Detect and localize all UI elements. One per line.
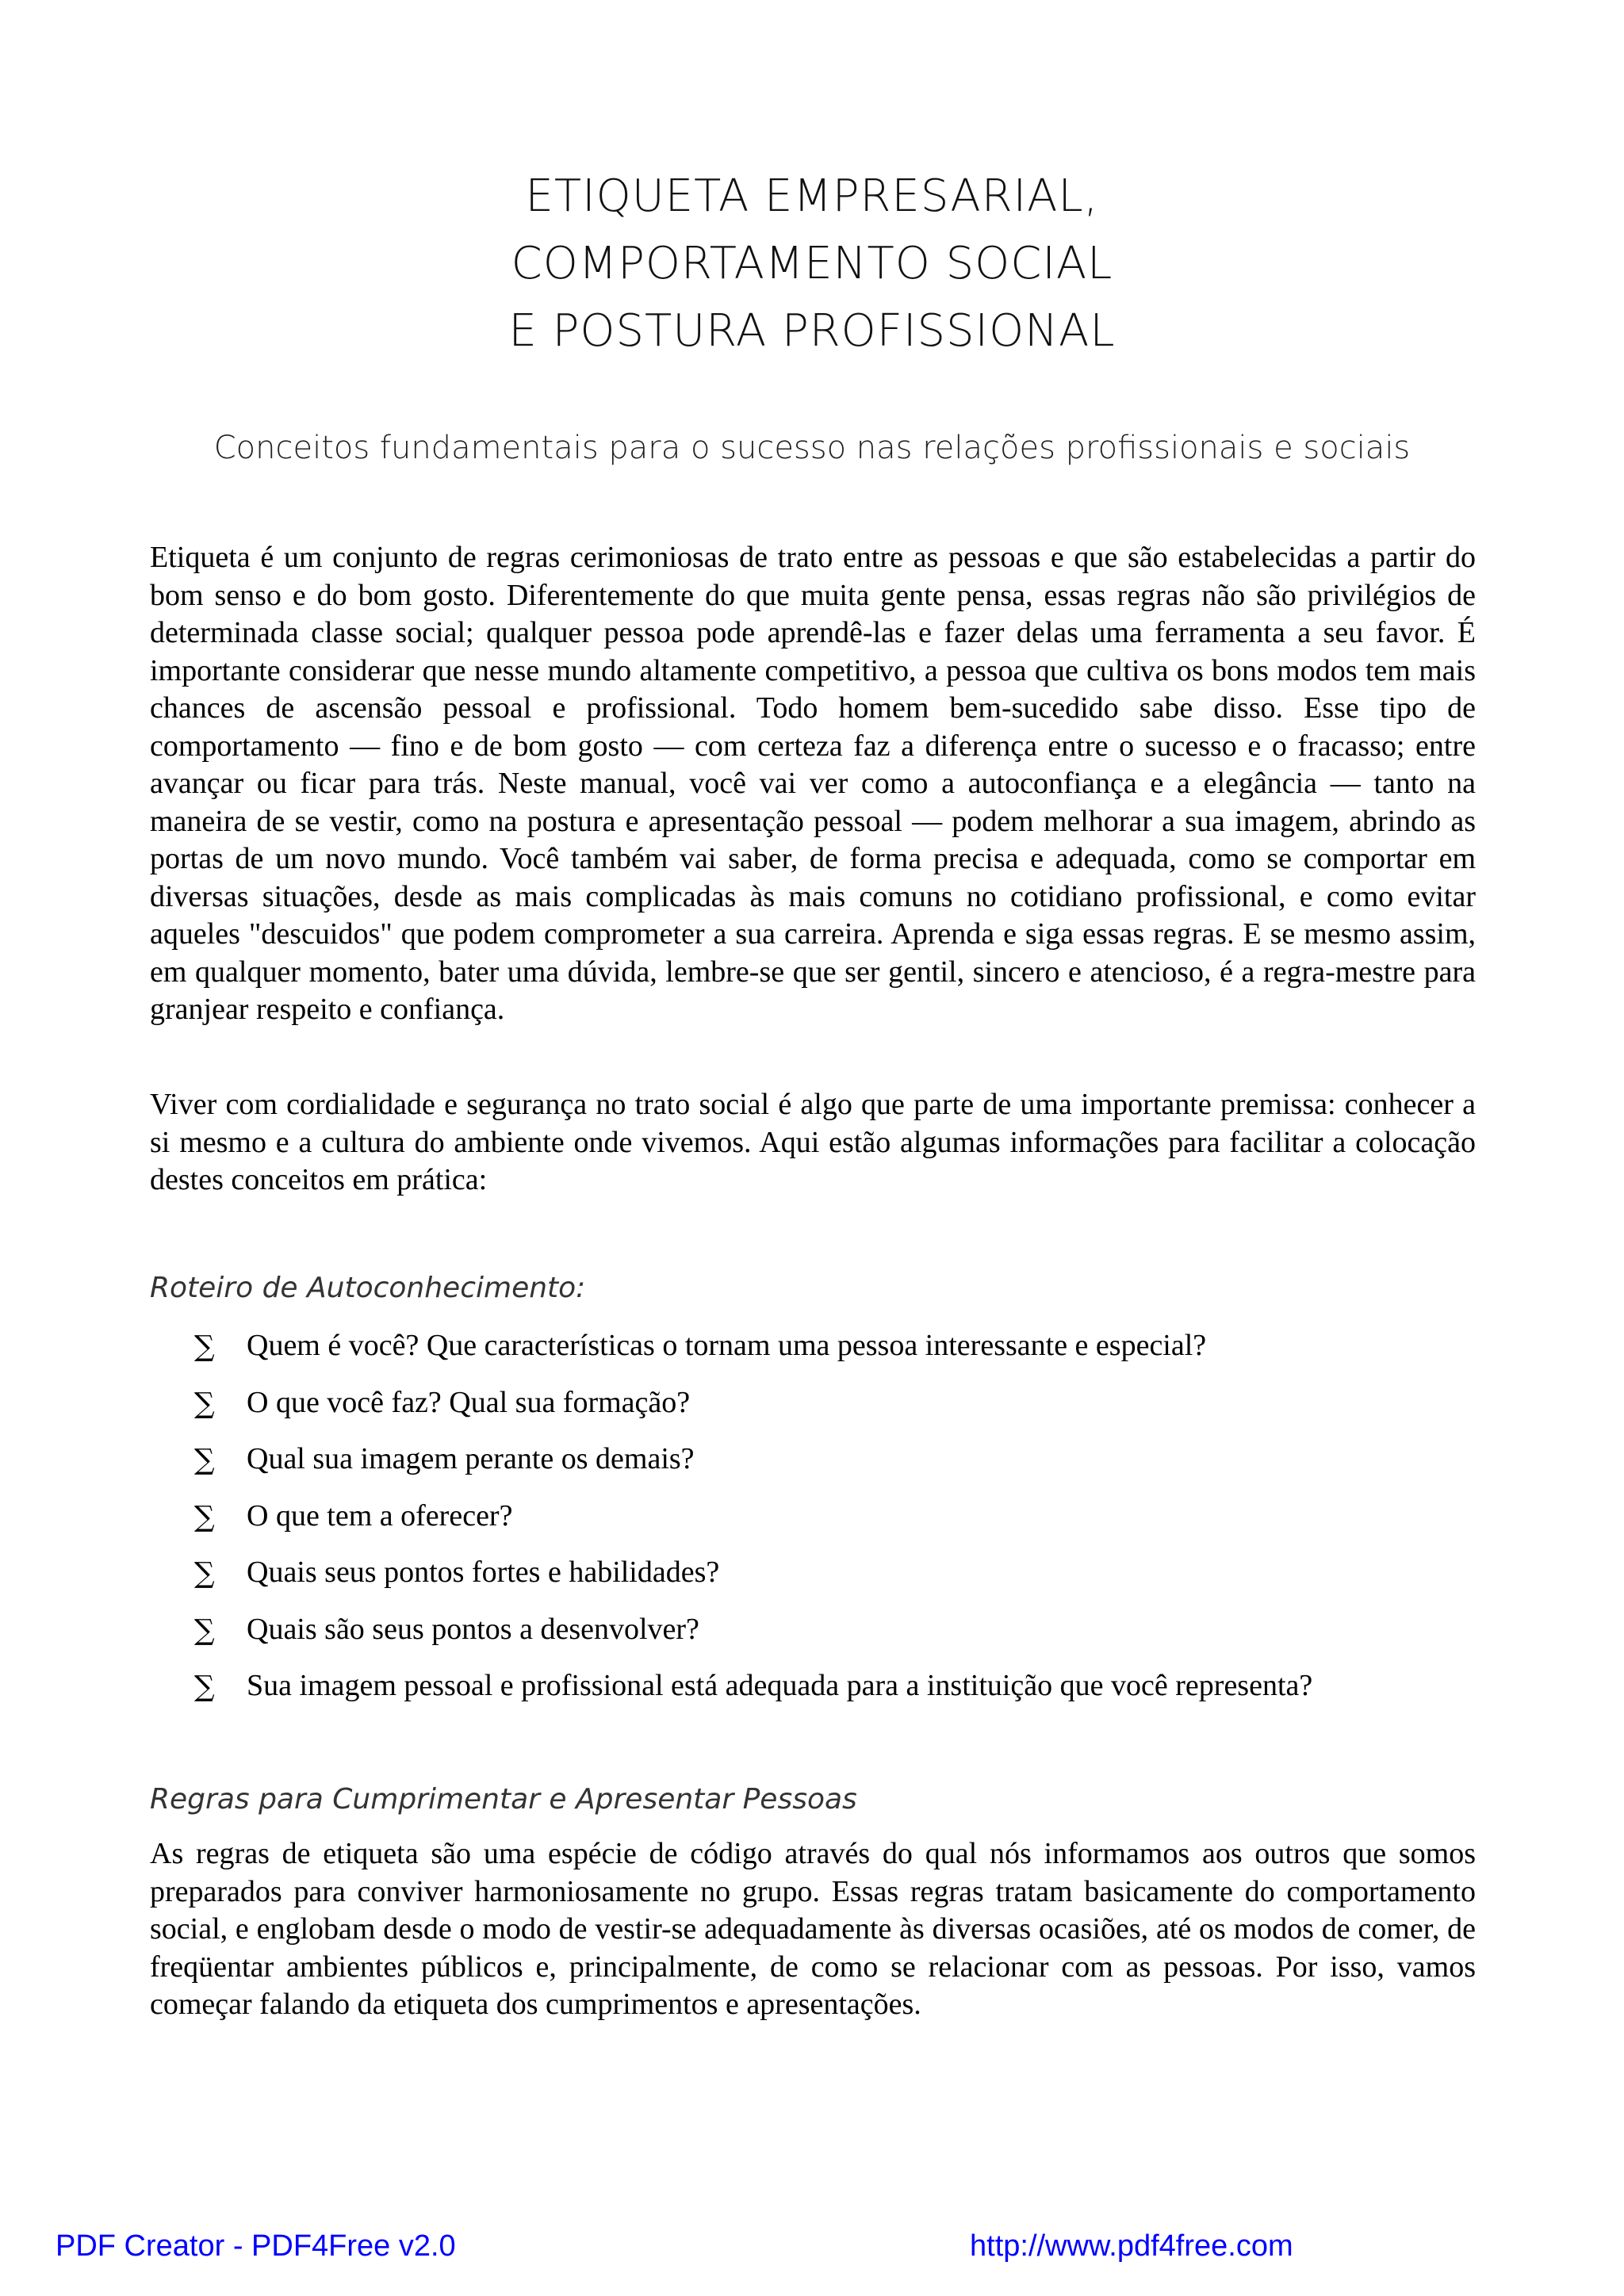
list-item-text: Sua imagem pessoal e profissional está adequada para a instituição que você representa? <box>247 1669 1313 1702</box>
list-item <box>194 1610 1503 1667</box>
autoconhecimento-list <box>194 1326 1503 1724</box>
list-item-text: Qual sua imagem perante os demais? <box>247 1442 695 1475</box>
premise-paragraph: Viver com cordialidade e segurança no trato social é algo que parte de uma importante premissa: conhecer a si mesmo e a cultura do ambiente onde vivemos. Aqui estão algumas informações para facilitar a colocação destes conceitos em prática: <box>150 1088 1476 1196</box>
list-item-text: O que você faz? Qual sua formação? <box>247 1385 691 1419</box>
sigma-bullet-icon: ∑ <box>194 1557 215 1590</box>
list-item <box>194 1440 1503 1497</box>
document-subtitle: Conceitos fundamentais para o sucesso nas relações profissionais e sociais <box>213 430 1411 466</box>
sigma-bullet-icon: ∑ <box>194 1500 215 1533</box>
list-item-text: O que tem a oferecer? <box>247 1498 513 1533</box>
sigma-bullet-icon: ∑ <box>194 1387 215 1420</box>
list-item <box>194 1667 1503 1724</box>
intro-paragraph: Etiqueta é um conjunto de regras cerimoniosas de trato entre as pessoas e que são estabelecidas a partir do bom senso e do bom gosto. Diferentemente do que muita gente pensa, essas regras não são privilégios de determinada classe social; qualquer pessoa pode aprendê-las e fazer delas uma ferramenta a seu favor. É importante considerar que nesse mundo altamente competitivo, a pessoa que cultiva os bons modos tem mais chances de ascensão pessoal e profissional. Todo homem bem-sucedido sabe disso. Esse tipo de comportamento — fino e de bom gosto — com certeza faz a diferença entre o sucesso e o fracasso; entre avançar ou ficar para trás. Neste manual, você vai ver como a autoconfiança e a elegância — tanto na maneira de se vestir, como na postura e apresentação pessoal — podem melhorar a sua imagem, abrindo as portas de um novo mundo. Você também vai saber, de forma precisa e adequada, como se comportar em diversas situações, desde as mais complicadas às mais comuns no cotidiano profissional, e como evitar aqueles "descuidos" que podem comprometer a sua carreira. Aprenda e siga essas regras. E se mesmo assim, em qualquer momento, bater uma dúvida, lembre-se que ser gentil, sincero e atencioso, é a regra-mestre para granjear respeito e confiança. <box>150 541 1476 1026</box>
pdf4free-url-link[interactable]: http://www.pdf4free.com <box>970 2229 1293 2263</box>
section-heading-autoconhecimento: Roteiro de Autoconhecimento: <box>150 1272 586 1304</box>
section-heading-cumprimentar: Regras para Cumprimentar e Apresentar Pessoas <box>150 1783 857 1816</box>
list-item <box>194 1326 1503 1383</box>
list-item <box>194 1497 1503 1554</box>
list-item-text: Quem é você? Que características o tornam uma pessoa interessante e especial? <box>247 1329 1207 1362</box>
list-item-text: Quais seus pontos fortes e habilidades? <box>247 1556 720 1589</box>
sigma-bullet-icon: ∑ <box>194 1670 215 1703</box>
list-item-text: Quais são seus pontos a desenvolver? <box>247 1612 699 1646</box>
rules-paragraph: As regras de etiqueta são uma espécie de código através do qual nós informamos aos outros que somos preparados para conviver harmoniosamente no grupo. Essas regras tratam basicamente do comportamento social, e englobam desde o modo de vestir-se adequadamente às diversas ocasiões, até os modos de comer, de freqüentar ambientes públicos e, principalmente, de como se relacionar com as pessoas. Por isso, vamos começar falando da etiqueta dos cumprimentos e apresentações. <box>150 1837 1476 2021</box>
title-line-3: E POSTURA PROFISSIONAL <box>508 305 1116 357</box>
document-title <box>0 163 1624 365</box>
sigma-bullet-icon: ∑ <box>194 1330 215 1363</box>
sigma-bullet-icon: ∑ <box>194 1613 215 1647</box>
title-line-2: COMPORTAMENTO SOCIAL <box>511 238 1113 289</box>
list-item <box>194 1553 1503 1610</box>
list-item <box>194 1383 1503 1441</box>
pdf-creator-footer-link[interactable]: PDF Creator - PDF4Free v2.0 <box>56 2229 456 2263</box>
title-line-1: ETIQUETA EMPRESARIAL, <box>525 170 1099 222</box>
sigma-bullet-icon: ∑ <box>194 1444 215 1476</box>
